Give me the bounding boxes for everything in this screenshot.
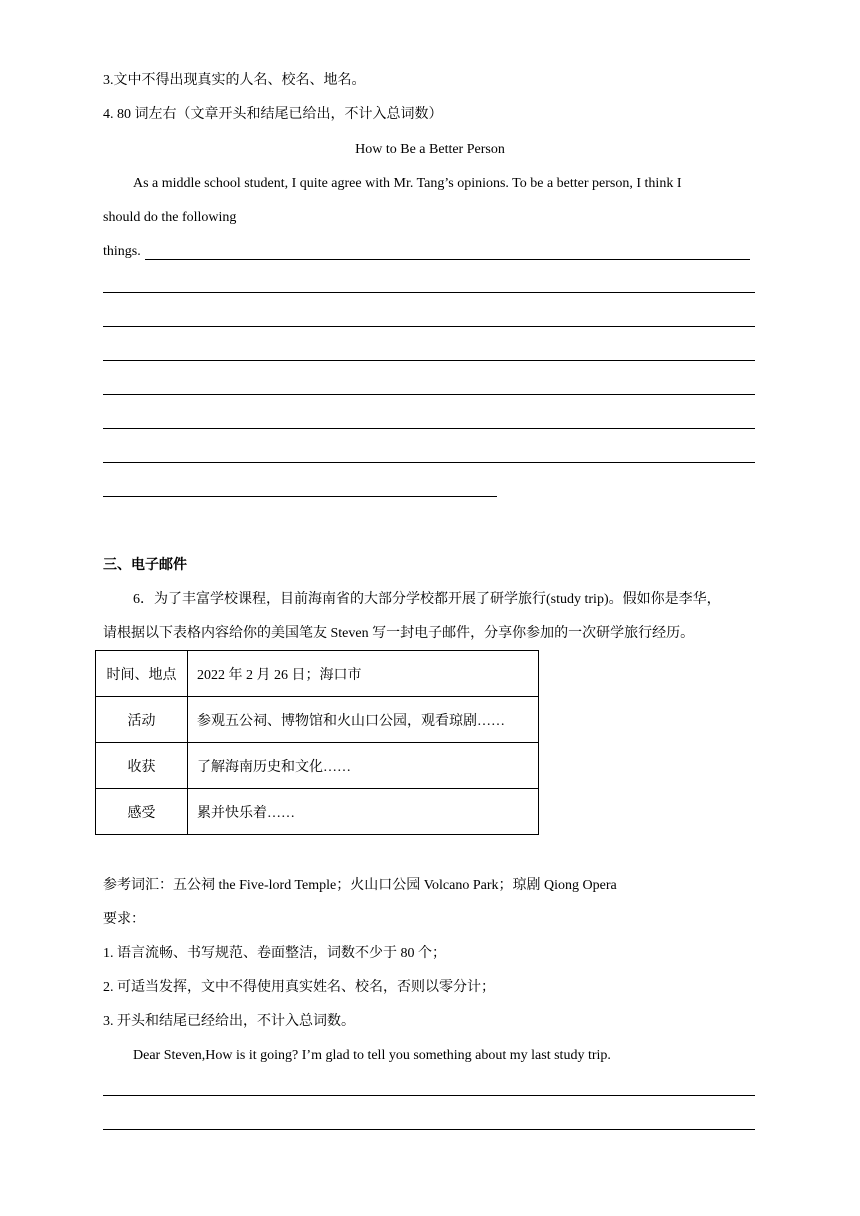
vocabulary: 参考词汇：五公祠 the Five-lord Temple；火山口公园 Volcano Park；琼剧 Qiong Opera	[103, 878, 617, 893]
requirement-4: 4. 80 词左右（文章开头和结尾已给出，不计入总词数）	[103, 107, 443, 122]
writing-line[interactable]	[103, 1129, 755, 1130]
writing-line[interactable]	[103, 428, 755, 429]
email-requirement-3: 3. 开头和结尾已经给出，不计入总词数。	[103, 1014, 355, 1029]
requirement-3: 3.文中不得出现真实的人名、校名、地名。	[103, 73, 366, 88]
table-value: 累并快乐着……	[188, 789, 539, 835]
table-key: 时间、地点	[96, 651, 188, 697]
table-key: 感受	[96, 789, 188, 835]
table-key: 活动	[96, 697, 188, 743]
prompt-line-2: 请根据以下表格内容给你的美国笔友 Steven 写一封电子邮件，分享你参加的一次研学旅行经历。	[103, 626, 695, 641]
table-row	[96, 697, 539, 743]
email-opening: Dear Steven,How is it going? I’m glad to tell you something about my last study trip.	[133, 1048, 611, 1063]
writing-line[interactable]	[103, 394, 755, 395]
table-value: 参观五公祠、博物馆和火山口公园，观看琼剧……	[188, 697, 539, 743]
writing-line[interactable]	[103, 462, 755, 463]
essay-title: How to Be a Better Person	[355, 142, 505, 157]
table-value: 了解海南历史和文化……	[188, 743, 539, 789]
email-requirement-1: 1. 语言流畅、书写规范、卷面整洁，词数不少于 80 个；	[103, 946, 446, 961]
table-value: 2022 年 2 月 26 日；海口市	[188, 651, 539, 697]
requirements-label: 要求：	[103, 912, 145, 927]
prompt-line-1: 6．为了丰富学校课程，目前海南省的大部分学校都开展了研学旅行(study trip)。假如你是李华，	[133, 592, 721, 607]
table-key: 收获	[96, 743, 188, 789]
table-row	[96, 789, 539, 835]
table-row	[96, 743, 539, 789]
writing-line[interactable]	[103, 1095, 755, 1096]
writing-line[interactable]	[103, 496, 497, 497]
writing-line[interactable]	[145, 259, 750, 260]
writing-line[interactable]	[103, 360, 755, 361]
trip-info-table	[95, 650, 539, 835]
essay-opening-line-2: should do the following	[103, 210, 237, 225]
writing-line[interactable]	[103, 292, 755, 293]
table-row	[96, 651, 539, 697]
essay-opening-line-3: things.	[103, 244, 141, 259]
email-requirement-2: 2. 可适当发挥，文中不得使用真实姓名、校名，否则以零分计；	[103, 980, 495, 995]
section-heading: 三、电子邮件	[103, 558, 187, 573]
essay-opening-line-1: As a middle school student, I quite agree with Mr. Tang’s opinions. To be a better person, I think I	[133, 176, 682, 191]
writing-line[interactable]	[103, 326, 755, 327]
